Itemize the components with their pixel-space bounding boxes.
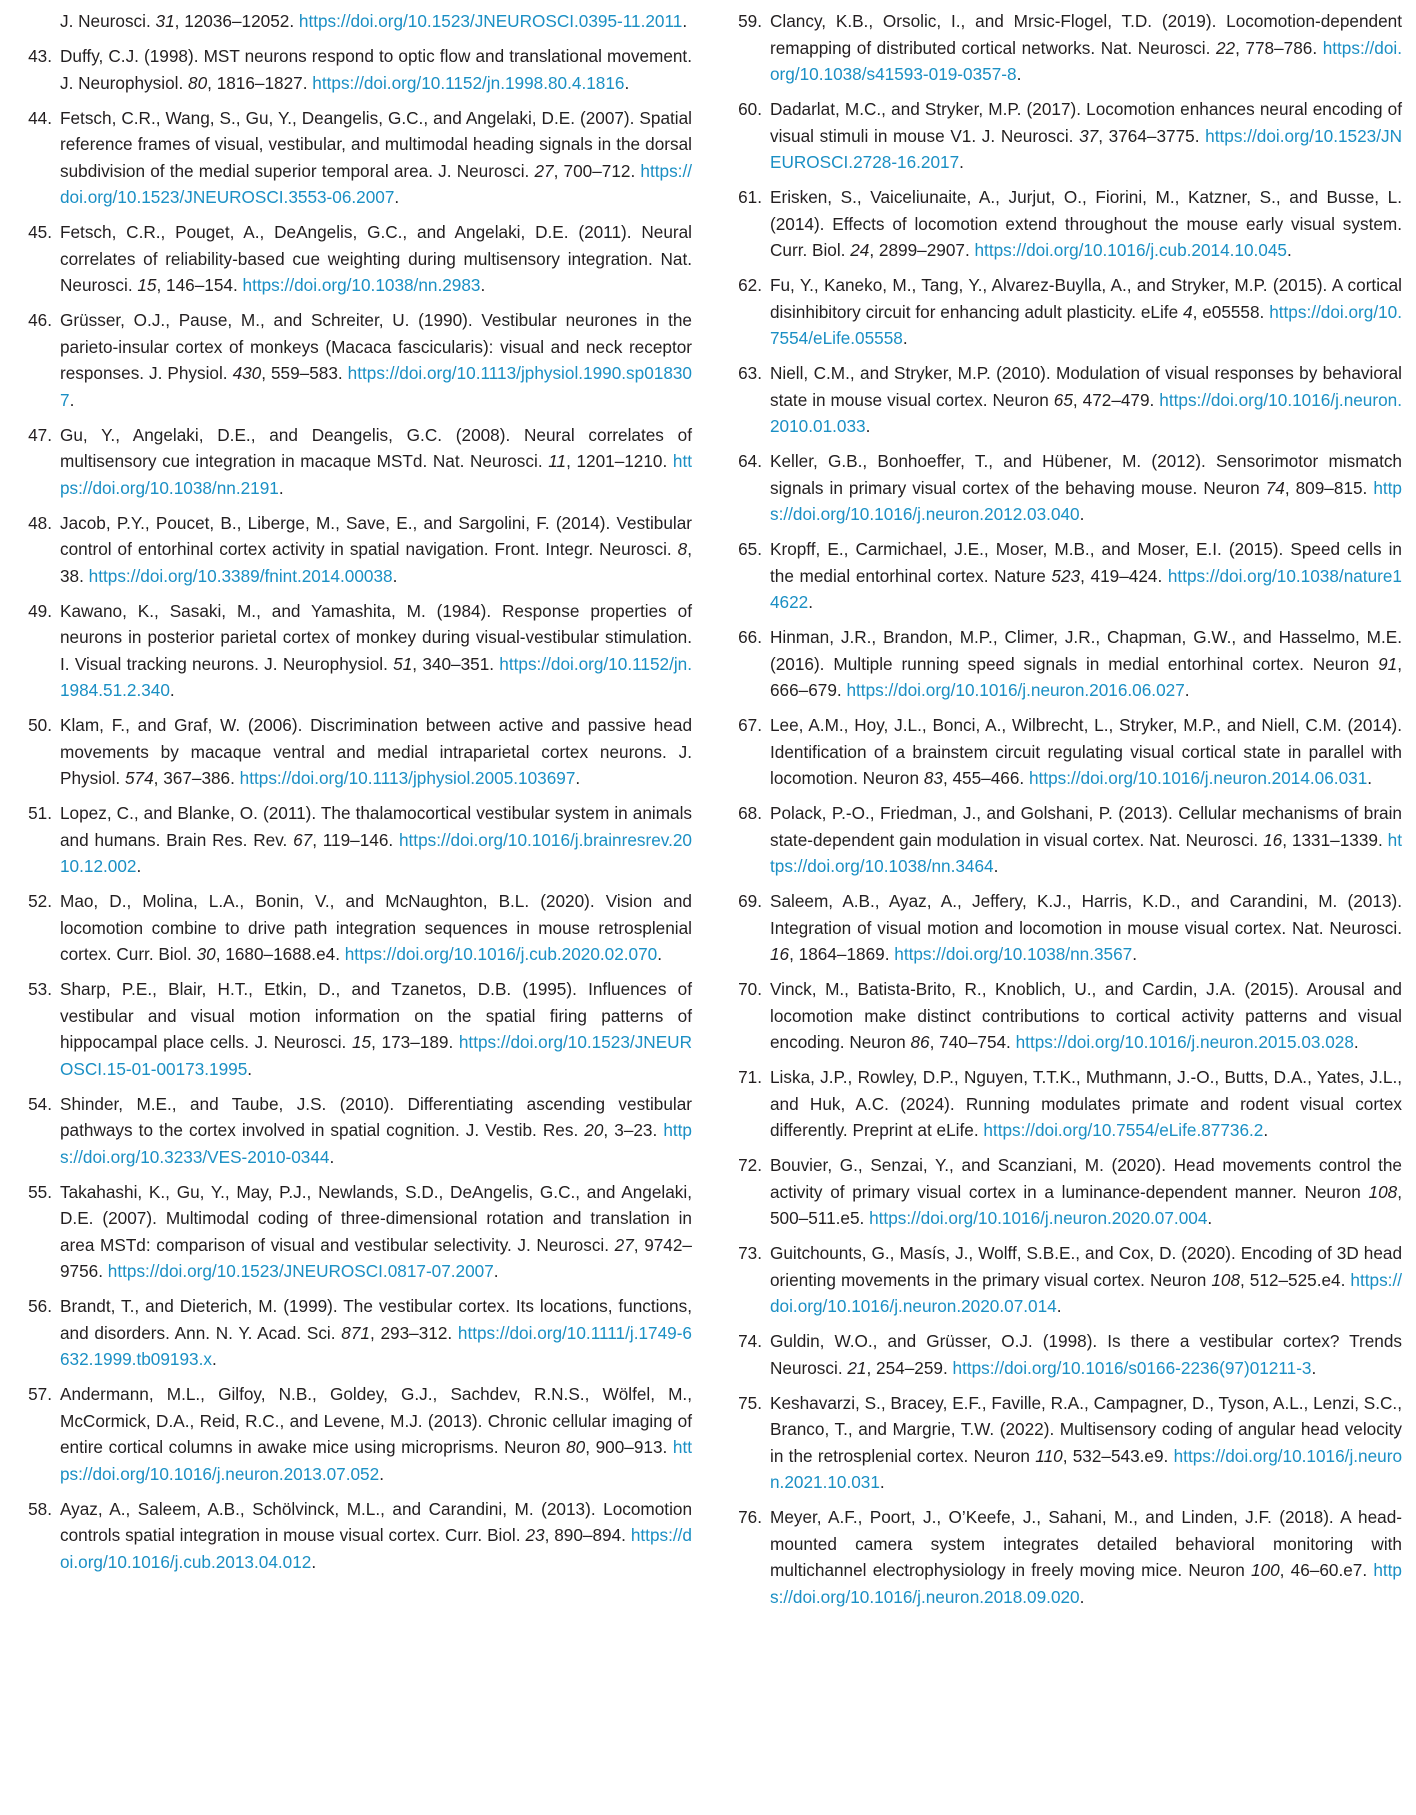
- reference-number: 55.: [28, 1181, 52, 1202]
- reference-number: 50.: [28, 715, 52, 735]
- doi-link[interactable]: https://doi.org/10.1016/j.neuron.2020.07.014: [770, 1269, 1402, 1316]
- citation-text: Andermann, M.L., Gilfoy, N.B., Goldey, G.J., Sachdev, R.N.S., Wölfel, M., McCormick, D.A., Reid, R.C., and Levene, M.J. (2013). Chronic cellular imaging of entire cortical columns in awake mice using microprisms. Neuron: [60, 1384, 692, 1457]
- page-range: , 9742–9756.: [60, 1234, 692, 1281]
- page-range: , 254–259.: [866, 1357, 953, 1378]
- page-range: , 1864–1869.: [789, 944, 895, 964]
- end-punctuation: .: [575, 768, 581, 788]
- reference-text: [770, 1064, 1402, 1144]
- page-range: , 472–479.: [1072, 389, 1160, 410]
- volume-number: 871: [341, 1322, 370, 1343]
- volume-number: 100: [1250, 1560, 1280, 1580]
- reference-entry: [732, 536, 1402, 616]
- end-punctuation: .: [379, 1463, 384, 1484]
- end-punctuation: .: [1311, 1357, 1317, 1378]
- doi-link[interactable]: https://doi.org/10.3233/VES-2010-0344: [60, 1120, 692, 1167]
- reference-number: 64.: [738, 451, 762, 471]
- reference-number: 70.: [738, 979, 762, 999]
- reference-entry: [22, 1381, 692, 1487]
- reference-text: [60, 888, 692, 968]
- reference-text: [770, 8, 1402, 88]
- end-punctuation: .: [1056, 1296, 1062, 1316]
- page-range: , 1816–1827.: [207, 72, 313, 93]
- doi-link[interactable]: https://doi.org/10.1523/JNEUROSCI.0817-07.2007: [107, 1261, 494, 1281]
- reference-text: [60, 976, 692, 1082]
- end-punctuation: .: [311, 1551, 317, 1572]
- page-range: , 2899–2907.: [869, 240, 975, 260]
- page-range: , 455–466.: [942, 768, 1029, 788]
- volume-number: 16: [1263, 829, 1283, 850]
- reference-entry: [22, 43, 692, 96]
- page-range: , 512–525.e4.: [1240, 1269, 1351, 1290]
- end-punctuation: .: [624, 72, 630, 93]
- page-range: , 740–754.: [929, 1032, 1016, 1052]
- reference-text: [770, 1240, 1402, 1320]
- doi-link[interactable]: https://doi.org/10.7554/eLife.87736.2: [983, 1120, 1264, 1140]
- citation-text: Kawano, K., Sasaki, M., and Yamashita, M. (1984). Response properties of neurons in posterior parietal cortex of monkey during visual-vestibular stimulation. I. Visual tracking neurons. J. Neurophysiol.: [60, 600, 692, 674]
- reference-column-right: [732, 8, 1402, 1808]
- page-range: , 666–679.: [770, 653, 1402, 700]
- volume-number: 20: [584, 1120, 604, 1140]
- reference-text: [770, 272, 1402, 352]
- page-range: , 1331–1339.: [1282, 829, 1388, 850]
- volume-number: 37: [1079, 125, 1099, 146]
- reference-entry: [22, 976, 692, 1082]
- reference-text: [60, 1293, 692, 1373]
- reference-number: 43.: [28, 46, 52, 66]
- reference-text: [60, 1091, 692, 1171]
- reference-number: 57.: [28, 1384, 52, 1404]
- page-range: , 419–424.: [1080, 565, 1168, 586]
- end-punctuation: .: [211, 1349, 217, 1369]
- reference-text: [60, 598, 692, 704]
- doi-link[interactable]: https://doi.org/10.1113/jphysiol.1990.sp018307: [60, 363, 692, 410]
- reference-text: [770, 536, 1402, 616]
- doi-link[interactable]: https://doi.org/10.1016/j.neuron.2018.09.020: [770, 1560, 1402, 1607]
- volume-number: 86: [910, 1032, 930, 1052]
- reference-number: 74.: [738, 1331, 762, 1351]
- reference-number: 56.: [28, 1296, 52, 1316]
- volume-number: 80: [188, 72, 208, 93]
- volume-number: 24: [850, 240, 870, 260]
- reference-text: [770, 800, 1402, 880]
- page-range: , 3764–3775.: [1098, 125, 1206, 146]
- reference-entry: [22, 888, 692, 968]
- doi-link[interactable]: https://doi.org/10.1016/j.cub.2014.10.045: [974, 240, 1287, 260]
- reference-text: [770, 1328, 1402, 1381]
- volume-number: 110: [1035, 1445, 1063, 1466]
- reference-number: 54.: [28, 1093, 52, 1114]
- reference-text: [60, 712, 692, 792]
- doi-link[interactable]: https://doi.org/10.1038/nn.3567: [894, 944, 1133, 964]
- page-range: , 119–146.: [312, 829, 399, 850]
- doi-link[interactable]: https://doi.org/10.7554/eLife.05558: [770, 301, 1402, 348]
- page-range: , 500–511.e5.: [770, 1181, 1402, 1228]
- citation-text: Brandt, T., and Dieterich, M. (1999). The vestibular cortex. Its locations, functions, and disorders. Ann. N. Y. Acad. Sci.: [60, 1296, 692, 1343]
- reference-text: [60, 105, 692, 211]
- doi-link[interactable]: https://doi.org/10.1038/nn.2983: [242, 275, 481, 295]
- page-range: , 38.: [60, 539, 692, 586]
- doi-link[interactable]: https://doi.org/10.1152/jn.1984.51.2.340: [60, 653, 692, 700]
- end-punctuation: .: [329, 1146, 335, 1167]
- citation-text: Lopez, C., and Blanke, O. (2011). The thalamocortical vestibular system in animals and humans. Brain Res. Rev.: [60, 803, 692, 850]
- reference-number: 60.: [738, 99, 762, 119]
- reference-entry: [22, 219, 692, 299]
- reference-text: [770, 624, 1402, 704]
- citation-text: Niell, C.M., and Stryker, M.P. (2010). Modulation of visual responses by behavioral state in mouse visual cortex. Neuron: [770, 363, 1402, 410]
- page-range: , 173–189.: [371, 1032, 459, 1052]
- reference-number: 71.: [738, 1067, 762, 1087]
- reference-number: 53.: [28, 979, 52, 999]
- reference-text: [770, 888, 1402, 968]
- reference-text: [770, 360, 1402, 440]
- reference-text: [770, 448, 1402, 528]
- reference-text: [770, 96, 1402, 176]
- volume-number: 574: [124, 768, 154, 788]
- reference-entry: [732, 1240, 1402, 1320]
- end-punctuation: .: [480, 275, 486, 295]
- reference-text: [770, 1504, 1402, 1610]
- end-punctuation: .: [278, 477, 284, 498]
- end-punctuation: .: [493, 1261, 499, 1281]
- volume-number: 51: [393, 653, 413, 674]
- reference-number: 66.: [738, 627, 762, 647]
- reference-text: [770, 1390, 1402, 1496]
- citation-text: Ayaz, A., Saleem, A.B., Schölvinck, M.L., and Carandini, M. (2013). Locomotion controls spatial integration in mouse visual cortex. Curr. Biol.: [60, 1498, 692, 1545]
- doi-link[interactable]: https://doi.org/10.1038/nature14622: [770, 565, 1402, 612]
- doi-link[interactable]: https://doi.org/10.1016/j.cub.2013.04.012: [60, 1525, 692, 1572]
- volume-number: 108: [1368, 1181, 1398, 1202]
- volume-number: 27: [534, 160, 554, 181]
- volume-number: 83: [923, 768, 943, 788]
- reference-text: [60, 219, 692, 299]
- reference-number: 58.: [28, 1498, 52, 1519]
- end-punctuation: .: [1184, 680, 1190, 700]
- citation-text: Takahashi, K., Gu, Y., May, P.J., Newlands, S.D., DeAngelis, G.C., and Angelaki, D.E. (2007). Multimodal coding of three-dimensional rotation and translation in area MSTd: comparison of visual and vestibular selectivity. J. Neurosci.: [60, 1181, 692, 1255]
- citation-text: Meyer, A.F., Poort, J., O’Keefe, J., Sahani, M., and Linden, J.F. (2018). A head-mounted camera system integrates detailed behavioral monitoring with multichannel electrophysiology in freely moving mice. Neuron: [770, 1507, 1402, 1580]
- volume-number: 15: [351, 1032, 372, 1052]
- doi-link[interactable]: https://doi.org/10.1016/j.brainresrev.2010.12.002: [60, 829, 692, 876]
- reference-entry: [22, 1496, 692, 1576]
- reference-entry: [732, 272, 1402, 352]
- doi-link[interactable]: https://doi.org/10.1111/j.1749-6632.1999.tb09193.x: [60, 1322, 692, 1369]
- reference-text: [60, 800, 692, 880]
- volume-number: 65: [1053, 389, 1073, 410]
- end-punctuation: .: [1367, 768, 1373, 788]
- doi-link[interactable]: https://doi.org/10.1016/j.cub.2020.02.070: [344, 944, 658, 964]
- end-punctuation: .: [394, 187, 400, 207]
- reference-text: [60, 1496, 692, 1576]
- doi-link[interactable]: https://doi.org/10.1016/s0166-2236(97)01211-3: [952, 1357, 1312, 1378]
- end-punctuation: .: [1016, 64, 1022, 84]
- citation-text: Jacob, P.Y., Poucet, B., Liberge, M., Save, E., and Sargolini, F. (2014). Vestibular control of entorhinal cortex activity in spatial navigation. Front. Integr. Neurosci.: [60, 512, 692, 559]
- reference-entry: [732, 96, 1402, 176]
- end-punctuation: .: [902, 328, 908, 348]
- reference-number: 63.: [738, 363, 762, 383]
- reference-entry: [22, 510, 692, 590]
- reference-entry: [732, 8, 1402, 88]
- reference-entry: [732, 184, 1402, 264]
- reference-column-left: [22, 8, 692, 1808]
- doi-link[interactable]: https://doi.org/10.1523/JNEUROSCI.3553-06.2007: [60, 160, 692, 207]
- reference-number: 73.: [738, 1243, 762, 1263]
- reference-number: 45.: [28, 222, 52, 242]
- citation-text: Keshavarzi, S., Bracey, E.F., Faville, R.A., Campagner, D., Tyson, A.L., Lenzi, S.C., Branco, T., and Margrie, T.W. (2022). Multisensory coding of angular head velocity in the retrosplenial cortex. Neuron: [770, 1392, 1402, 1466]
- reference-number: 59.: [738, 11, 762, 31]
- volume-number: 523: [1051, 565, 1081, 586]
- reference-entry: [732, 624, 1402, 704]
- reference-entry: [22, 800, 692, 880]
- doi-link[interactable]: https://doi.org/10.1113/jphysiol.2005.103697: [239, 768, 576, 788]
- end-punctuation: .: [1079, 1586, 1085, 1607]
- reference-number: 65.: [738, 539, 762, 559]
- citation-text: Keller, G.B., Bonhoeffer, T., and Hübener, M. (2012). Sensorimotor mismatch signals in primary visual cortex of the behaving mouse. Neuron: [770, 451, 1402, 498]
- reference-entry: [22, 712, 692, 792]
- volume-number: 31: [155, 11, 175, 31]
- page-range: , 809–815.: [1284, 477, 1374, 498]
- reference-text: [60, 8, 692, 35]
- volume-number: 8: [677, 539, 688, 559]
- end-punctuation: .: [879, 1472, 885, 1492]
- reference-text: [60, 510, 692, 590]
- reference-number: 47.: [28, 424, 52, 445]
- reference-entry: [22, 8, 692, 35]
- page-range: , 778–786.: [1235, 37, 1323, 58]
- end-punctuation: .: [1263, 1120, 1269, 1140]
- doi-link[interactable]: https://doi.org/10.1038/s41593-019-0357-8: [770, 37, 1402, 84]
- reference-entry: [732, 800, 1402, 880]
- reference-number: 62.: [738, 275, 762, 295]
- citation-text: Fetsch, C.R., Pouget, A., DeAngelis, G.C., and Angelaki, D.E. (2011). Neural correlates of reliability-based cue weighting during multisensory integration. Nat. Neurosci.: [60, 222, 692, 295]
- reference-number: 75.: [738, 1392, 762, 1413]
- doi-link[interactable]: https://doi.org/10.1016/j.neuron.2021.10.031: [770, 1445, 1402, 1492]
- citation-text: Grüsser, O.J., Pause, M., and Schreiter, U. (1990). Vestibular neurones in the parieto-insular cortex of monkeys (Macaca fascicularis): visual and neck receptor responses. J. Physiol.: [60, 310, 692, 383]
- reference-entry: [732, 1390, 1402, 1496]
- citation-text: Dadarlat, M.C., and Stryker, M.P. (2017). Locomotion enhances neural encoding of visual stimuli in mouse V1. J. Neurosci.: [770, 99, 1402, 146]
- reference-entry: [732, 888, 1402, 968]
- end-punctuation: .: [1207, 1208, 1213, 1228]
- end-punctuation: .: [808, 592, 814, 612]
- page-range: , 532–543.e9.: [1062, 1445, 1174, 1466]
- citation-text: Fetsch, C.R., Wang, S., Gu, Y., Deangelis, G.C., and Angelaki, D.E. (2007). Spatial reference frames of visual, vestibular, and multimodal heading signals in the dorsal subdivision of the medial superior temporal area. J. Neurosci.: [60, 107, 692, 181]
- doi-link[interactable]: https://doi.org/10.1523/JNEUROSCI.15-01-00173.1995: [60, 1032, 692, 1079]
- doi-link[interactable]: https://doi.org/10.1016/j.neuron.2012.03.040: [770, 477, 1402, 524]
- reference-entry: [732, 1064, 1402, 1144]
- end-punctuation: .: [865, 416, 871, 436]
- doi-link[interactable]: https://doi.org/10.1152/jn.1998.80.4.1816: [312, 72, 625, 93]
- reference-entry: [22, 307, 692, 413]
- volume-number: 4: [1183, 301, 1193, 322]
- end-punctuation: .: [247, 1058, 253, 1079]
- reference-entry: [22, 105, 692, 211]
- reference-number: 76.: [738, 1507, 762, 1527]
- page-range: , 3–23.: [603, 1120, 664, 1140]
- reference-number: 51.: [28, 803, 52, 823]
- reference-number: 44.: [28, 107, 52, 128]
- reference-entry: [732, 448, 1402, 528]
- citation-text: Duffy, C.J. (1998). MST neurons respond to optic flow and translational movement. J. Neurophysiol.: [60, 46, 692, 93]
- reference-number: 61.: [738, 187, 762, 207]
- end-punctuation: .: [1353, 1032, 1359, 1052]
- citation-text: Hinman, J.R., Brandon, M.P., Climer, J.R., Chapman, G.W., and Hasselmo, M.E. (2016). Multiple running speed signals in medial entorhinal cortex. Neuron: [770, 627, 1402, 674]
- volume-number: 91: [1378, 653, 1398, 674]
- volume-number: 27: [614, 1234, 634, 1255]
- doi-link[interactable]: https://doi.org/10.1523/JNEUROSCI.2728-16.2017: [770, 125, 1402, 172]
- doi-link[interactable]: https://doi.org/10.1016/j.neuron.2015.03.028: [1015, 1032, 1354, 1052]
- reference-number: 67.: [738, 715, 762, 735]
- citation-text: Shinder, M.E., and Taube, J.S. (2010). Differentiating ascending vestibular pathways to the cortex involved in spatial cognition. J. Vestib. Res.: [60, 1093, 692, 1140]
- citation-text: Kropff, E., Carmichael, J.E., Moser, M.B., and Moser, E.I. (2015). Speed cells in the medial entorhinal cortex. Nature: [770, 539, 1402, 586]
- end-punctuation: .: [392, 565, 398, 586]
- page-range: , 12036–12052.: [174, 11, 299, 31]
- reference-entry: [732, 1504, 1402, 1610]
- end-punctuation: .: [1132, 944, 1137, 964]
- doi-link[interactable]: https://doi.org/10.1038/nn.3464: [770, 829, 1402, 876]
- citation-text: Vinck, M., Batista-Brito, R., Knoblich, U., and Cardin, J.A. (2015). Arousal and locomotion make distinct contributions to cortical activity patterns and visual encoding. Neuron: [770, 979, 1402, 1052]
- citation-text: Klam, F., and Graf, W. (2006). Discrimination between active and passive head movements by macaque ventral and medial intraparietal cortex neurons. J. Physiol.: [60, 715, 692, 788]
- citation-text: Liska, J.P., Rowley, D.P., Nguyen, T.T.K., Muthmann, J.-O., Butts, D.A., Yates, J.L., and Huk, A.C. (2024). Running modulates primate and rodent visual cortex differently. Preprint at eLife.: [770, 1067, 1402, 1140]
- page-range: , 1201–1210.: [566, 451, 673, 471]
- reference-number: 49.: [28, 600, 52, 621]
- citation-text: Mao, D., Molina, L.A., Bonin, V., and McNaughton, B.L. (2020). Vision and locomotion combine to drive path integration sequences in mouse retrosplenial cortex. Curr. Biol.: [60, 891, 692, 964]
- citation-text: Erisken, S., Vaiceliunaite, A., Jurjut, O., Fiorini, M., Katzner, S., and Busse, L. (2014). Effects of locomotion extend throughout the mouse early visual system. Curr. Biol.: [770, 187, 1402, 260]
- volume-number: 80: [566, 1437, 586, 1457]
- reference-text: [60, 422, 692, 502]
- doi-link[interactable]: https://doi.org/10.1523/JNEUROSCI.0395-11.2011: [298, 11, 683, 31]
- citation-text: Clancy, K.B., Orsolic, I., and Mrsic-Flogel, T.D. (2019). Locomotion-dependent remapping of distributed cortical networks. Nat. Neurosci.: [770, 11, 1402, 58]
- end-punctuation: .: [69, 389, 75, 410]
- reference-text: [770, 976, 1402, 1056]
- reference-entry: [732, 360, 1402, 440]
- reference-entry: [22, 1091, 692, 1171]
- volume-number: 23: [525, 1525, 545, 1545]
- reference-text: [770, 1152, 1402, 1232]
- doi-link[interactable]: https://doi.org/10.1016/j.neuron.2010.01.033: [770, 389, 1402, 436]
- reference-number: 48.: [28, 512, 52, 533]
- page-range: , 293–312.: [369, 1322, 458, 1343]
- citation-text: Bouvier, G., Senzai, Y., and Scanziani, M. (2020). Head movements control the activity of primary visual cortex in a luminance-dependent manner. Neuron: [770, 1155, 1402, 1202]
- volume-number: 30: [196, 944, 216, 964]
- citation-text: Polack, P.-O., Friedman, J., and Golshani, P. (2013). Cellular mechanisms of brain state-dependent gain modulation in visual cortex. Nat. Neurosci.: [770, 803, 1402, 850]
- reference-entry: [732, 1328, 1402, 1381]
- reference-text: [60, 307, 692, 413]
- end-punctuation: .: [1079, 504, 1085, 524]
- end-punctuation: .: [657, 944, 663, 964]
- volume-number: 108: [1211, 1269, 1241, 1290]
- reference-entry: [22, 1293, 692, 1373]
- reference-entry: [22, 598, 692, 704]
- reference-text: [60, 1179, 692, 1285]
- reference-entry: [732, 712, 1402, 792]
- end-punctuation: .: [136, 856, 142, 876]
- page-range: , 46–60.e7.: [1279, 1560, 1374, 1580]
- doi-link[interactable]: https://doi.org/10.3389/fnint.2014.00038: [88, 565, 393, 586]
- page-range: , 1680–1688.e4.: [215, 944, 345, 964]
- reference-number: 72.: [738, 1155, 762, 1175]
- volume-number: 21: [847, 1357, 867, 1378]
- reference-number: 46.: [28, 310, 52, 330]
- citation-text: Gu, Y., Angelaki, D.E., and Deangelis, G.C. (2008). Neural correlates of multisensory cue integration in macaque MSTd. Nat. Neurosci.: [60, 424, 692, 471]
- doi-link[interactable]: https://doi.org/10.1016/j.neuron.2016.06.027: [846, 680, 1185, 700]
- citation-text: Sharp, P.E., Blair, H.T., Etkin, D., and Tzanetos, D.B. (1995). Influences of vestibular and visual motion information on the spatial firing patterns of hippocampal place cells. J. Neurosci.: [60, 979, 692, 1052]
- page-range: , 890–894.: [544, 1525, 631, 1545]
- reference-number: 52.: [28, 891, 52, 911]
- end-punctuation: .: [1286, 240, 1292, 260]
- volume-number: 15: [137, 275, 157, 295]
- citation-text: Lee, A.M., Hoy, J.L., Bonci, A., Wilbrecht, L., Stryker, M.P., and Niell, C.M. (2014). Identification of a brainstem circuit regulating visual cortical state in parallel with locomotion. Neuron: [770, 715, 1402, 788]
- reference-list: [22, 8, 1402, 1808]
- reference-text: [770, 712, 1402, 792]
- page-range: , e05558.: [1192, 301, 1270, 322]
- reference-number: 69.: [738, 891, 762, 911]
- page-range: , 900–913.: [585, 1437, 673, 1457]
- reference-text: [60, 1381, 692, 1487]
- citation-text: Guitchounts, G., Masís, J., Wolff, S.B.E., and Cox, D. (2020). Encoding of 3D head orienting movements in the primary visual cortex. Neuron: [770, 1243, 1402, 1290]
- page-range: , 146–154.: [156, 275, 243, 295]
- citation-text: J. Neurosci.: [60, 11, 156, 31]
- citation-text: Saleem, A.B., Ayaz, A., Jeffery, K.J., Harris, K.D., and Carandini, M. (2013). Integration of visual motion and locomotion in mouse visual cortex. Nat. Neurosci.: [770, 891, 1402, 938]
- citation-text: Fu, Y., Kaneko, M., Tang, Y., Alvarez-Buylla, A., and Stryker, M.P. (2015). A cortical disinhibitory circuit for enhancing adult plasticity. eLife: [770, 275, 1402, 322]
- reference-entry: [22, 422, 692, 502]
- page-range: , 559–583.: [261, 363, 348, 383]
- reference-entry: [732, 1152, 1402, 1232]
- volume-number: 430: [232, 363, 262, 383]
- volume-number: 22: [1215, 37, 1236, 58]
- page-range: , 367–386.: [153, 768, 240, 788]
- doi-link[interactable]: https://doi.org/10.1016/j.neuron.2014.06.031: [1028, 768, 1368, 788]
- page-range: , 340–351.: [412, 653, 500, 674]
- page-range: , 700–712.: [553, 160, 641, 181]
- reference-entry: [22, 1179, 692, 1285]
- doi-link[interactable]: https://doi.org/10.1016/j.neuron.2020.07.004: [869, 1208, 1208, 1228]
- volume-number: 11: [548, 451, 567, 471]
- volume-number: 16: [770, 944, 790, 964]
- volume-number: 67: [293, 829, 313, 850]
- volume-number: 74: [1265, 477, 1285, 498]
- reference-entry: [732, 976, 1402, 1056]
- reference-number: 68.: [738, 803, 762, 823]
- end-punctuation: .: [169, 680, 175, 700]
- doi-link[interactable]: https://doi.org/10.1038/nn.2191: [60, 451, 692, 498]
- reference-text: [770, 184, 1402, 264]
- reference-text: [60, 43, 692, 96]
- end-punctuation: .: [682, 11, 688, 31]
- doi-link[interactable]: https://doi.org/10.1016/j.neuron.2013.07.052: [60, 1437, 693, 1484]
- end-punctuation: .: [993, 856, 999, 876]
- citation-text: Guldin, W.O., and Grüsser, O.J. (1998). Is there a vestibular cortex? Trends Neurosci.: [770, 1331, 1402, 1378]
- end-punctuation: .: [959, 152, 964, 172]
